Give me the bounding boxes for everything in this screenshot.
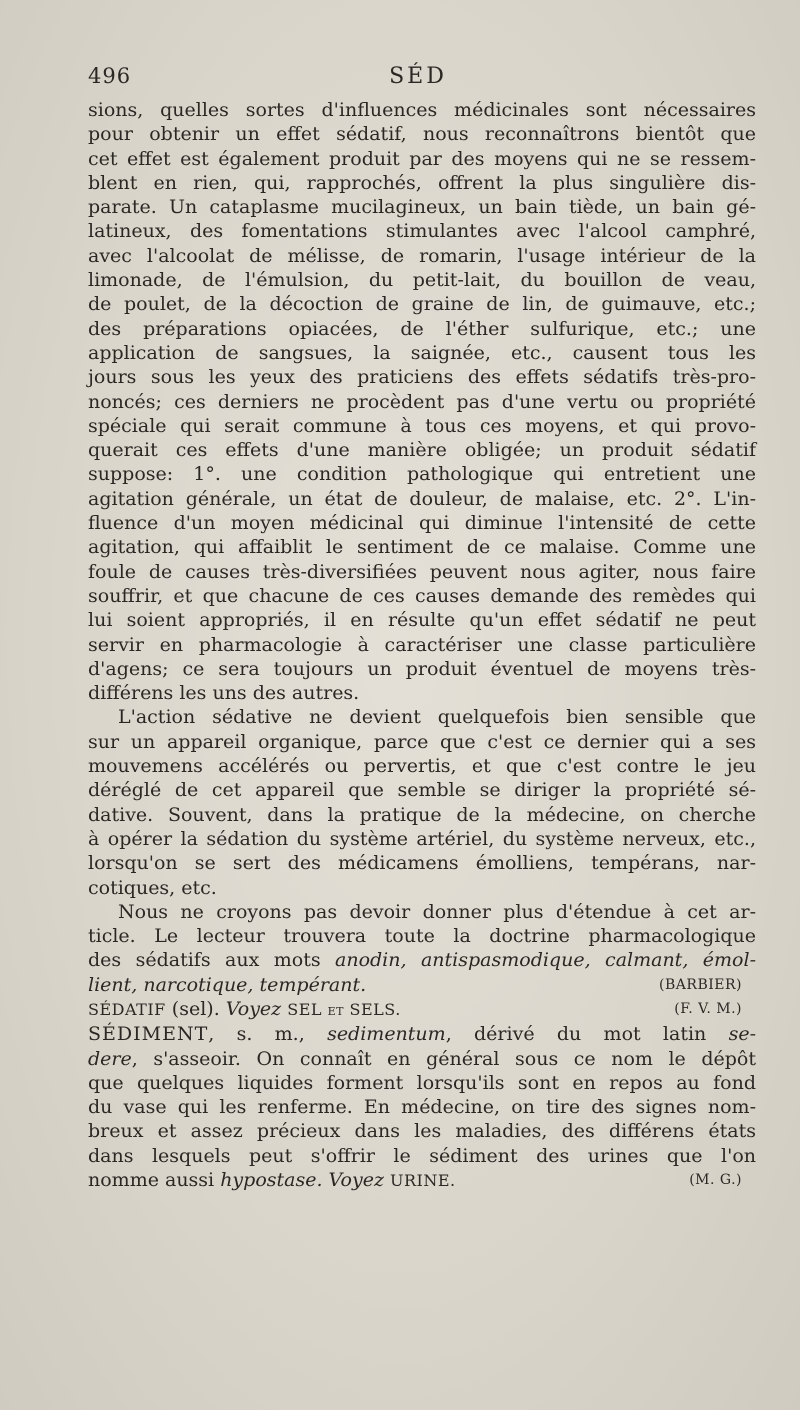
text-line: lorsqu'on se sert des médicamens émolliens, tempérans, nar- (88, 852, 756, 875)
text-line: mouvemens accélérés ou pervertis, et que c'est contre le jeu (88, 755, 756, 778)
text-line: des préparations opiacées, de l'éther sulfurique, etc.; une (88, 317, 756, 340)
text-line: avec l'alcoolat de mélisse, de romarin, l'usage intérieur de la (88, 244, 756, 267)
cross-reference-terms: anodin, antispasmodique, calmant, émol- (335, 949, 756, 972)
text-line: limonade, de l'émulsion, du petit-lait, du bouillon de veau, (88, 269, 756, 292)
text-line: d'agens; ce sera toujours un produit éventuel de moyens très- (88, 657, 756, 680)
text-line: jours sous les yeux des praticiens des effets sédatifs très-pro- (88, 366, 756, 389)
text-line: spéciale qui serait commune à tous ces moyens, et qui provo- (88, 414, 756, 437)
text-line: suppose: 1°. une condition pathologique qui entretient une (88, 463, 756, 486)
page-header (88, 64, 748, 96)
text-line: souffrir, et que chacune de ces causes demande des remèdes qui (88, 584, 756, 607)
author-signature: (F. V. M.) (674, 1000, 742, 1017)
paragraph-sedative-effects (88, 98, 756, 705)
text-line (88, 997, 756, 1022)
entry-sedatif-sel (88, 997, 756, 1022)
text-line: agitation générale, un état de douleur, de malaise, etc. 2°. L'in- (88, 487, 756, 510)
author-signature: (BARBIER) (659, 976, 742, 993)
latin-term: se- (728, 1023, 757, 1046)
text-segment: , s. m., (208, 1023, 328, 1046)
text-line (88, 973, 756, 997)
text-line (88, 948, 756, 972)
text-line: noncés; ces derniers ne procèdent pas d'une vertu ou propriété (88, 390, 756, 413)
running-head: SÉD (389, 64, 447, 89)
cross-reference: URINE. (390, 1171, 456, 1191)
entry-headword: SÉDIMENT (88, 1023, 209, 1046)
text-line: cet effet est également produit par des moyens qui ne se ressem- (88, 147, 756, 170)
text-line: du vase qui les renferme. En médecine, on tire des signes nom- (88, 1096, 756, 1119)
cross-reference-terms: hypostase. Voyez (220, 1169, 384, 1192)
text-line: blent en rien, qui, rapprochés, offrent la plus singulière dis- (88, 171, 756, 194)
text-line (88, 1047, 756, 1071)
latin-term: sedimentum (327, 1023, 446, 1046)
entry-term: SÉDATIF (88, 999, 166, 1019)
text-line: Nous ne croyons pas devoir donner plus d'étendue à cet ar- (118, 900, 756, 923)
text-line (88, 1168, 756, 1193)
cross-reference: SEL et SELS. (287, 999, 401, 1019)
page-number: 496 (88, 64, 132, 88)
voyez-label: Voyez (225, 997, 282, 1020)
text-line: sions, quelles sortes d'influences médicinales sont nécessaires (88, 99, 756, 121)
cross-reference-terms: lient, narcotique, tempérant. (88, 973, 367, 996)
text-line: latineux, des fomentations stimulantes avec l'alcool camphré, (88, 220, 756, 243)
text-line: breux et assez précieux dans les maladies, des différens états (88, 1120, 756, 1143)
text-line: application de sangsues, la saignée, etc., causent tous les (88, 341, 756, 364)
author-signature: (M. G.) (689, 1172, 742, 1189)
text-line: ticle. Le lecteur trouvera toute la doctrine pharmacologique (88, 925, 756, 948)
text-line: parate. Un cataplasme mucilagineux, un bain tiède, un bain gé- (88, 196, 756, 219)
text-segment: (sel). (171, 997, 220, 1020)
text-line: querait ces effets d'une manière obligée; un produit sédatif (88, 439, 756, 462)
entry-body (88, 997, 401, 1022)
text-line: pour obtenir un effet sédatif, nous reconnaîtrons bientôt que (88, 123, 756, 146)
entry-sediment (88, 1022, 756, 1193)
paragraph-sedative-action (88, 705, 756, 899)
text-line: foule de causes très-diversifiées peuvent nous agiter, nous faire (88, 560, 756, 583)
paragraph-conclusion (88, 900, 756, 997)
text-line: sur un appareil organique, parce que c'est ce dernier qui a ses (88, 730, 756, 753)
text-segment: des sédatifs aux mots (88, 949, 336, 972)
text-line: cotiques, etc. (88, 876, 217, 899)
text-line: différens les uns des autres. (88, 682, 360, 705)
text-segment: , s'asseoir. On connaît en général sous ce nom le dépôt (131, 1047, 756, 1070)
text-line: fluence d'un moyen médicinal qui diminue l'intensité de cette (88, 512, 756, 535)
entry-body (88, 1168, 456, 1193)
text-line: dans lesquels peut s'offrir le sédiment des urines que l'on (88, 1144, 756, 1167)
text-line: agitation, qui affaiblit le sentiment de ce malaise. Comme une (88, 536, 756, 559)
text-segment: nomme aussi (88, 1169, 221, 1192)
latin-term: dere (88, 1047, 132, 1070)
text-line: déréglé de cet appareil que semble se diriger la propriété sé- (88, 779, 756, 802)
body-text (88, 98, 756, 1193)
text-line: dative. Souvent, dans la pratique de la médecine, on cherche (88, 803, 756, 826)
text-line: à opérer la sédation du système artériel, du système nerveux, etc., (88, 827, 756, 850)
text-segment: , dérivé du mot latin (445, 1023, 729, 1046)
text-line (88, 1022, 756, 1046)
text-line: servir en pharmacologie à caractériser une classe particulière (88, 633, 756, 656)
text-line: que quelques liquides forment lorsqu'ils sont en repos au fond (88, 1071, 756, 1094)
text-line: de poulet, de la décoction de graine de lin, de guimauve, etc.; (88, 293, 756, 316)
text-line: L'action sédative ne devient quelquefois bien sensible que (118, 706, 756, 729)
text-line: lui soient appropriés, il en résulte qu'un effet sédatif ne peut (88, 609, 756, 632)
